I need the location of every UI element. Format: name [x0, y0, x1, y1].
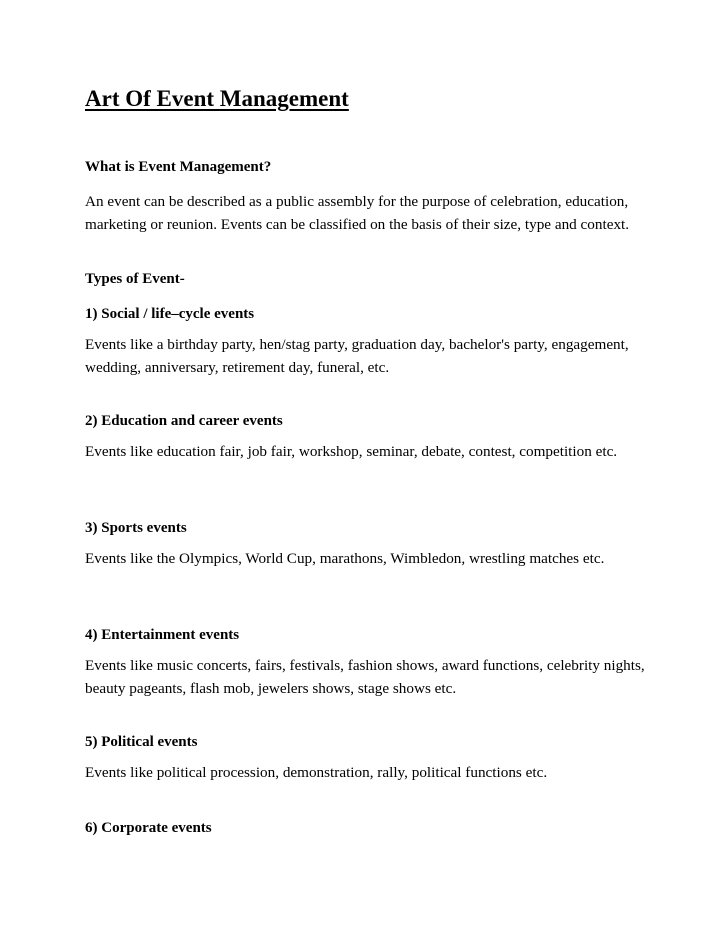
types-heading: Types of Event-: [85, 271, 185, 287]
section-text-education: Events like education fair, job fair, workshop, seminar, debate, contest, competition etc.: [85, 443, 618, 460]
intro-paragraph: An event can be described as a public assembly for the purpose of celebration, education, marketing or reunion. Events can be classified on the basis of their size, type and context.: [85, 193, 630, 233]
section-text-political: Events like political procession, demonstration, rally, political functions etc.: [85, 764, 548, 781]
section-text-social: Events like a birthday party, hen/stag party, graduation day, bachelor's party, engagement, wedding, anniversary, retirement day, funeral, etc.: [85, 336, 629, 376]
document-title: Art Of Event Management: [85, 86, 349, 111]
intro-heading: What is Event Management?: [85, 159, 272, 175]
section-heading-social: 1) Social / life–cycle events: [85, 306, 255, 322]
section-heading-entertainment: 4) Entertainment events: [85, 627, 240, 643]
section-heading-sports: 3) Sports events: [85, 520, 187, 536]
section-heading-education: 2) Education and career events: [85, 413, 283, 429]
section-heading-corporate: 6) Corporate events: [85, 820, 212, 836]
section-text-entertainment: Events like music concerts, fairs, festivals, fashion shows, award functions, celebrity nights, beauty pageants, flash mob, jewelers shows, stage shows etc.: [85, 657, 645, 697]
section-text-sports: Events like the Olympics, World Cup, marathons, Wimbledon, wrestling matches etc.: [85, 550, 605, 567]
section-heading-political: 5) Political events: [85, 734, 198, 750]
